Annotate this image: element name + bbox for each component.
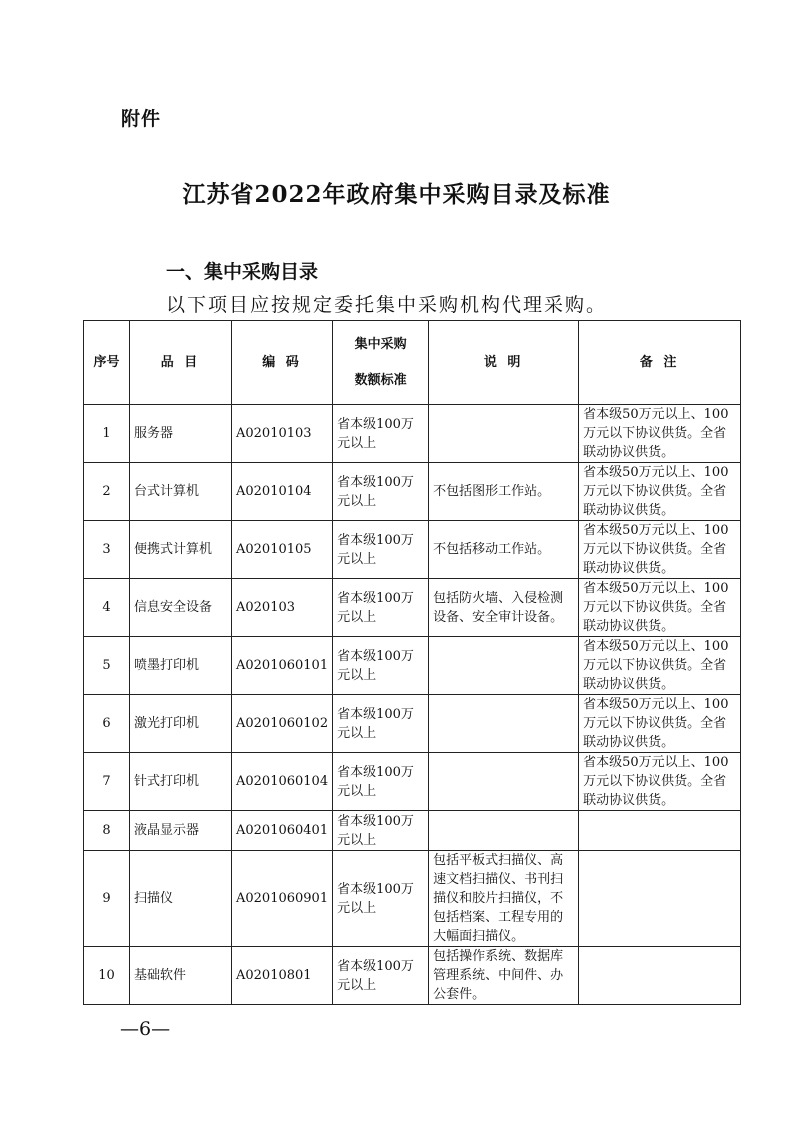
cell-standard: 省本级100万元以上 [333,947,429,1005]
cell-item: 便携式计算机 [130,521,232,579]
header-standard-line1: 集中采购 [354,336,407,352]
cell-no: 2 [84,463,130,521]
cell-no: 9 [84,851,130,947]
cell-item: 喷墨打印机 [130,637,232,695]
cell-remarks: 省本级50万元以上、100万元以下协议供货。全省联动协议供货。 [579,405,741,463]
table-row [84,695,741,753]
header-code: 编 码 [232,321,333,405]
cell-description: 不包括图形工作站。 [429,463,579,521]
table-row [84,405,741,463]
cell-standard: 省本级100万元以上 [333,753,429,811]
cell-description [429,695,579,753]
cell-standard: 省本级100万元以上 [333,521,429,579]
cell-code: A0201060101 [232,637,333,695]
attachment-label: 附件 [121,108,162,130]
cell-code: A02010103 [232,405,333,463]
cell-item: 信息安全设备 [130,579,232,637]
cell-no: 4 [84,579,130,637]
cell-description [429,405,579,463]
table-row [84,811,741,851]
cell-standard: 省本级100万元以上 [333,579,429,637]
cell-no: 1 [84,405,130,463]
cell-remarks: 省本级50万元以上、100万元以下协议供货。全省联动协议供货。 [579,637,741,695]
section-heading: 一、集中采购目录 [166,261,319,283]
cell-remarks [579,811,741,851]
cell-item: 激光打印机 [130,695,232,753]
cell-code: A0201060901 [232,851,333,947]
cell-no: 7 [84,753,130,811]
intro-paragraph: 以下项目应按规定委托集中采购机构代理采购。 [166,294,608,316]
cell-code: A0201060102 [232,695,333,753]
cell-item: 扫描仪 [130,851,232,947]
cell-description [429,811,579,851]
cell-standard: 省本级100万元以上 [333,695,429,753]
cell-code: A020103 [232,579,333,637]
procurement-catalog-table [83,320,741,1005]
cell-standard: 省本级100万元以上 [333,463,429,521]
header-remarks: 备 注 [579,321,741,405]
table-row [84,947,741,1005]
header-standard [333,321,429,405]
header-description: 说 明 [429,321,579,405]
cell-no: 10 [84,947,130,1005]
cell-remarks: 省本级50万元以上、100万元以下协议供货。全省联动协议供货。 [579,521,741,579]
cell-description: 包括防火墙、入侵检测设备、安全审计设备。 [429,579,579,637]
cell-remarks: 省本级50万元以上、100万元以下协议供货。全省联动协议供货。 [579,579,741,637]
cell-code: A02010104 [232,463,333,521]
cell-remarks: 省本级50万元以上、100万元以下协议供货。全省联动协议供货。 [579,753,741,811]
cell-remarks: 省本级50万元以上、100万元以下协议供货。全省联动协议供货。 [579,463,741,521]
header-item: 品 目 [130,321,232,405]
cell-code: A0201060401 [232,811,333,851]
header-no: 序号 [84,321,130,405]
cell-description [429,753,579,811]
header-standard-line2: 数额标准 [354,372,407,388]
cell-description: 不包括移动工作站。 [429,521,579,579]
cell-remarks: 省本级50万元以上、100万元以下协议供货。全省联动协议供货。 [579,695,741,753]
cell-standard: 省本级100万元以上 [333,637,429,695]
table-row [84,463,741,521]
cell-code: A02010105 [232,521,333,579]
cell-no: 5 [84,637,130,695]
cell-standard: 省本级100万元以上 [333,405,429,463]
cell-item: 基础软件 [130,947,232,1005]
cell-description [429,637,579,695]
cell-code: A02010801 [232,947,333,1005]
cell-remarks [579,947,741,1005]
cell-item: 针式打印机 [130,753,232,811]
cell-description: 包括平板式扫描仪、高速文档扫描仪、书刊扫描仪和胶片扫描仪，不包括档案、工程专用的大幅面扫描仪。 [429,851,579,947]
cell-no: 6 [84,695,130,753]
cell-standard: 省本级100万元以上 [333,851,429,947]
table-header-row [84,321,741,405]
cell-no: 3 [84,521,130,579]
table-row [84,579,741,637]
cell-item: 台式计算机 [130,463,232,521]
cell-item: 服务器 [130,405,232,463]
cell-no: 8 [84,811,130,851]
cell-remarks [579,851,741,947]
cell-item: 液晶显示器 [130,811,232,851]
page-number: —6— [120,1018,171,1040]
table-row [84,851,741,947]
cell-description: 包括操作系统、数据库管理系统、中间件、办公套件。 [429,947,579,1005]
cell-standard: 省本级100万元以上 [333,811,429,851]
cell-code: A0201060104 [232,753,333,811]
table-row [84,753,741,811]
document-title: 江苏省2022年政府集中采购目录及标准 [182,181,611,208]
table-row [84,521,741,579]
table-row [84,637,741,695]
